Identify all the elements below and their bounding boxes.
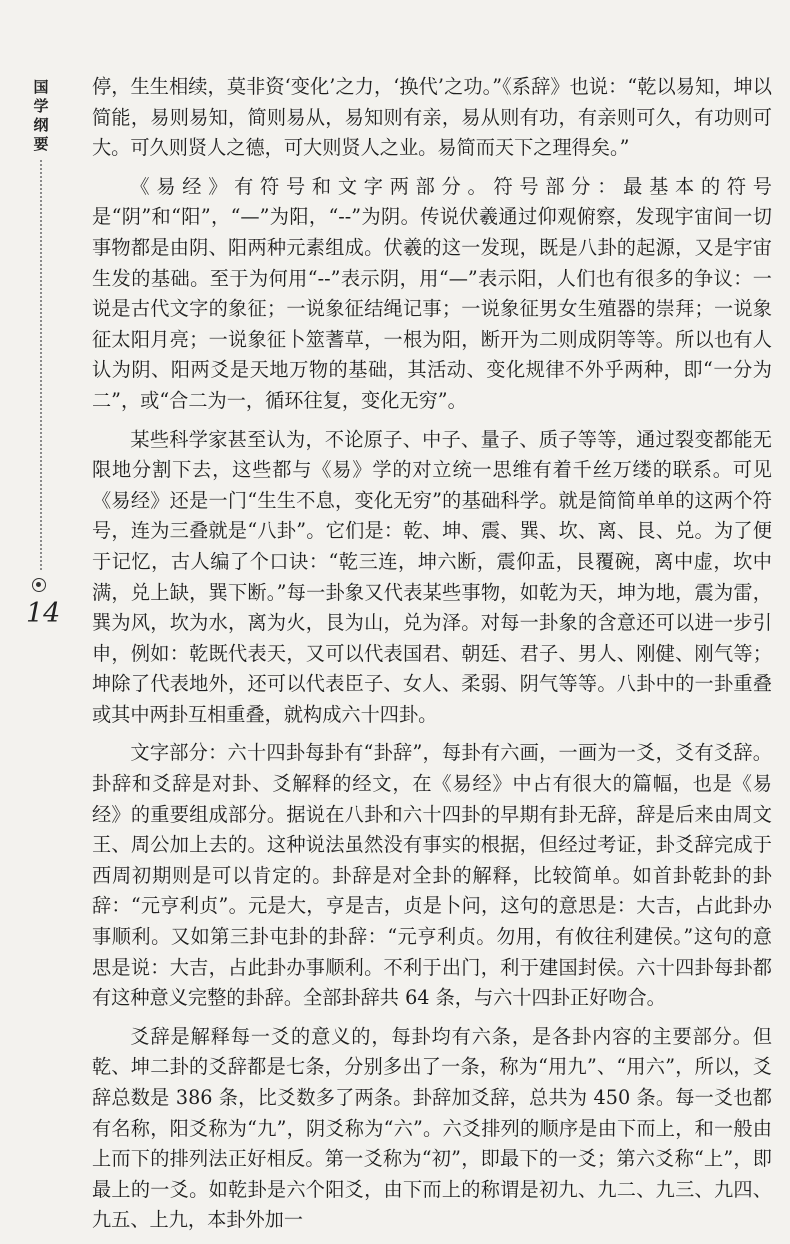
paragraph-2: 《易经》有符号和文字两部分。符号部分：最基本的符号是“阴”和“阳”，“—”为阳，“--”为阴。传说伏羲通过仰观俯察，发现宇宙间一切事物都是由阴、阳两种元素组成。伏羲的这一发现，既是八卦的起源，又是宇宙生发的基础。至于为何用“--”表示阴，用“—”表示阳，人们也有很多的争议：一说是古代文字的象征；一说象征结绳记事；一说象征男女生殖器的崇拜；一说象征太阳月亮；一说象征卜筮蓍草，一根为阳，断开为二则成阴等等。所以也有人认为阴、阳两爻是天地万物的基础，其活动、变化规律不外乎两种，即“一分为二”，或“合二为一，循环往复，变化无穷”。 [92,174,772,412]
paragraph-3: 某些科学家甚至认为，不论原子、中子、量子、质子等等，通过裂变都能无限地分割下去，这些都与《易》学的对立统一思维有着千丝万缕的联系。可见《易经》还是一门“生生不息，变化无穷”的基础科学。就是简简单单的这两个符号，连为三叠就是“八卦”。它们是：乾、坤、震、巽、坎、离、艮、兑。为了便于记忆，古人编了个口诀：“乾三连，坤六断，震仰盂，艮覆碗，离中虚，坎中满，兑上缺，巽下断。”每一卦象又代表某些事物，如乾为天，坤为地，震为雷，巽为风，坎为水，离为火，艮为山，兑为泽。对每一卦象的含意还可以进一步引申，例如：乾既代表天，又可以代表国君、朝廷、君子、男人、刚健、刚气等；坤除了代表地外，还可以代表臣子、女人、柔弱、阴气等等。八卦中的一卦重叠或其中两卦互相重叠，就构成六十四卦。 [92,427,772,726]
margin-dotted-rule [40,160,42,570]
page-marker-circle-icon [32,578,46,592]
paragraph-4: 文字部分：六十四卦每卦有“卦辞”，每卦有六画，一画为一爻，爻有爻辞。卦辞和爻辞是对卦、爻解释的经文，在《易经》中占有很大的篇幅，也是《易经》的重要组成部分。据说在八卦和六十四卦的早期有卦无辞，辞是后来由周文王、周公加上去的。这种说法虽然没有事实的根据，但经过考证，卦爻辞完成于西周初期则是可以肯定的。卦辞是对全卦的解释，比较简单。如首卦乾卦的卦辞：“元亨利贞”。元是大，亨是吉，贞是卜问，这句的意思是：大吉，占此卦办事顺利。又如第三卦屯卦的卦辞：“元亨利贞。勿用，有攸往利建侯。”这句的意思是说：大吉，占此卦办事顺利。不利于出门，利于建国封侯。六十四卦每卦都有这种意义完整的卦辞。全部卦辞共 64 条，与六十四卦正好吻合。 [92,741,772,1010]
paragraph-1: 停，生生相续，莫非资‘变化’之力，‘换代’之功。”《系辞》也说：“乾以易知，坤以简能，易则易知，简则易从，易知则有亲，易从则有功，有亲则可久，有功则可大。可久则贤人之德，可大则贤人之业。易简而天下之理得矣。” [92,75,772,160]
page-number: 14 [26,598,61,629]
body-text [92,72,772,1244]
paragraph-5: 爻辞是解释每一爻的意义的，每卦均有六条，是各卦内容的主要部分。但乾、坤二卦的爻辞都是七条，分别多出了一条，称为“用九”、“用六”，所以，爻辞总数是 386 条，比爻数多了两条。卦辞加爻辞，总共为 450 条。每一爻也都有名称，阳爻称为“九”，阴爻称为“六”。六爻排列的顺序是由下而上，和一般由上而下的排列法正好相反。第一爻称为“初”，即最下的一爻；第六爻称“上”，即最上的一爻。如乾卦是六个阳爻，由下而上的称谓是初九、九二、九三、九四、九五、上九，本卦外加一 [92,1024,772,1232]
running-head-title: 国学纲要 [33,78,49,153]
